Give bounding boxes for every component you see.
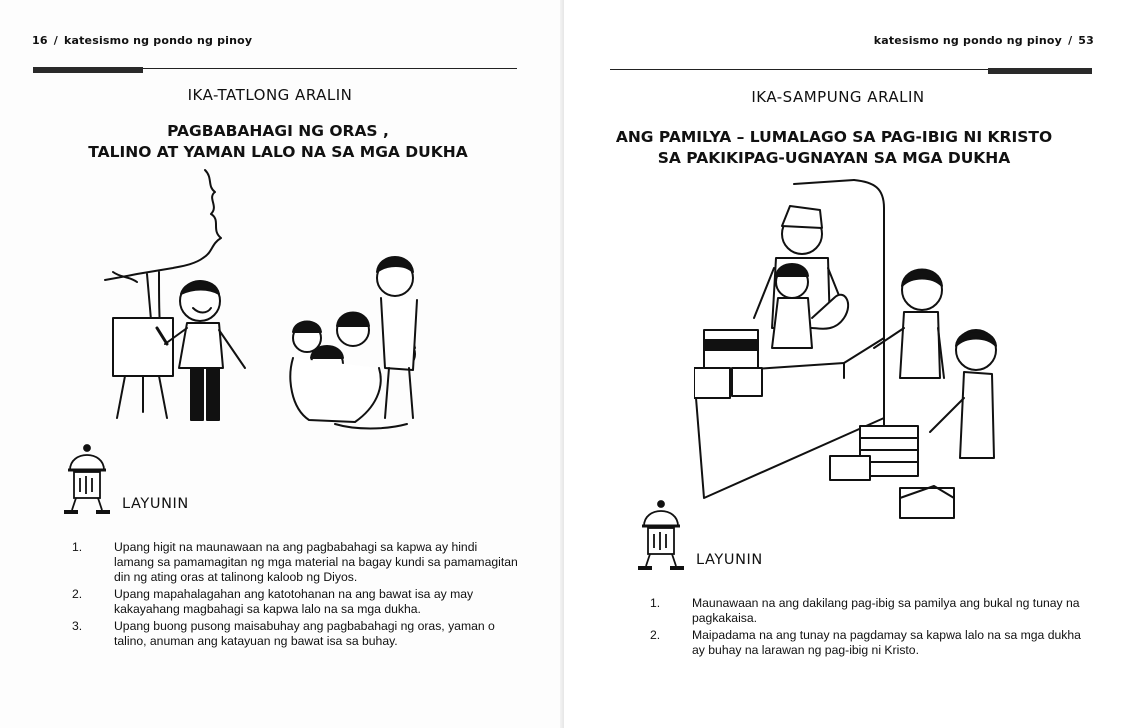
objective-item	[72, 587, 520, 617]
objective-number: 2.	[650, 628, 661, 642]
objective-number: 2.	[72, 587, 83, 601]
left-objectives-list	[72, 540, 520, 651]
objective-number: 3.	[72, 619, 83, 633]
mascot-icon	[62, 440, 112, 516]
objective-item	[650, 628, 1090, 658]
right-objectives-list	[650, 596, 1090, 660]
objective-text: Maunawaan na ang dakilang pag-ibig sa pamilya ang bukal ng tunay na pagkakaisa.	[692, 596, 1080, 625]
left-separator: /	[53, 34, 58, 47]
right-running-title: katesismo ng pondo ng pinoy	[873, 34, 1063, 47]
objective-text: Upang mapahalagahan ang katotohanan na ang bawat isa ay may kakayahang magbahagi sa kapwa lalo na sa mga dukha.	[114, 587, 474, 616]
right-running-head	[874, 34, 1094, 47]
right-objectives-header	[636, 496, 763, 572]
objective-text: Maipadama na ang tunay na pagdamay sa kapwa lalo na sa mga dukha ay buhay na larawan ng pag-ibig ni Kristo.	[692, 628, 1081, 657]
right-title-line-2: SA PAKIKIPAG-UGNAYAN SA MGA DUKHA	[657, 149, 1011, 167]
objective-number: 1.	[72, 540, 83, 554]
right-lesson-title	[564, 127, 1116, 169]
family-helping-illustration	[694, 178, 1034, 523]
right-lesson-label: IKA-SAMPUNG ARALIN	[751, 88, 925, 106]
objective-number: 1.	[650, 596, 661, 610]
left-objectives-header	[62, 440, 189, 516]
teacher-children-illustration	[95, 168, 455, 433]
right-title-line-1: ANG PAMILYA – LUMALAGO SA PAG-IBIG NI KRISTO	[615, 128, 1053, 146]
left-title-line-1: PAGBABAHAGI NG ORAS ,	[167, 122, 389, 140]
left-title-line-2: TALINO AT YAMAN LALO NA SA MGA DUKHA	[88, 143, 468, 161]
left-lesson-title	[0, 121, 560, 163]
objective-text: Upang higit na maunawaan na ang pagbabahagi sa kapwa ay hindi lamang sa pamamagitan ng mga material na bagay kundi sa pamamagitan din ng ating oras at talinong kaloob ng Diyos.	[114, 540, 518, 584]
left-running-title: katesismo ng pondo ng pinoy	[63, 34, 253, 47]
objective-item	[72, 619, 520, 649]
objective-item	[650, 596, 1090, 626]
right-rule-line	[610, 69, 988, 70]
objective-text: Upang buong pusong maisabuhay ang pagbabahagi ng oras, yaman o talino, anuman ang katayuan ng bawat isa sa buhay.	[114, 619, 495, 648]
right-page-number: 53	[1078, 34, 1094, 47]
left-objectives-heading: LAYUNIN	[122, 496, 189, 512]
right-rule-bar	[988, 68, 1092, 74]
left-running-head	[32, 34, 252, 47]
left-page-number: 16	[32, 34, 48, 47]
left-rule-line	[143, 68, 517, 69]
right-page	[564, 0, 1128, 728]
left-lesson-label: IKA-TATLONG ARALIN	[187, 86, 353, 104]
right-objectives-heading: LAYUNIN	[696, 552, 763, 568]
objective-item	[72, 540, 520, 585]
mascot-icon	[636, 496, 686, 572]
left-rule-bar	[33, 67, 143, 73]
right-separator: /	[1068, 34, 1073, 47]
